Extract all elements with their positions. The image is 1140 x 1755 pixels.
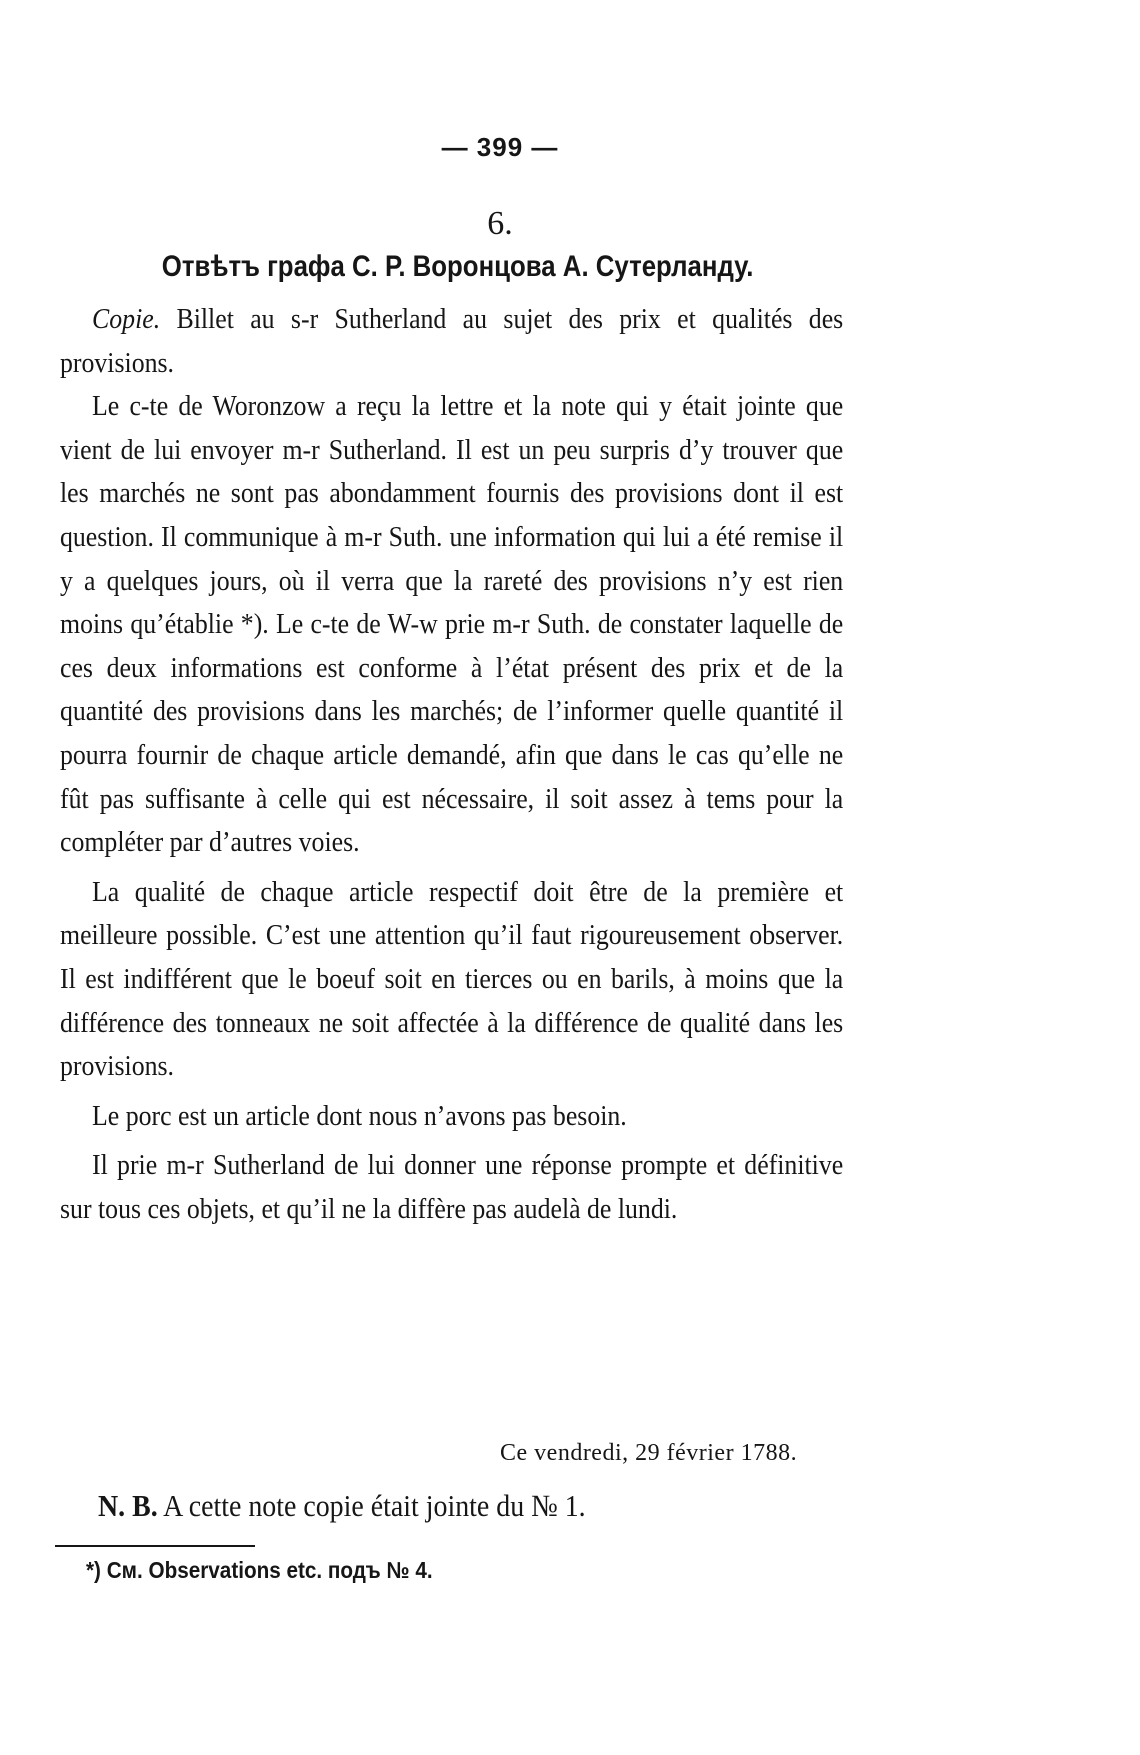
copie-text: Billet au s-r Sutherland au sujet des prix et qualités des provisions. bbox=[60, 303, 844, 379]
nota-bene-text: A cette note copie était jointe du № 1. bbox=[157, 1488, 586, 1523]
nota-bene bbox=[98, 1488, 586, 1524]
copie-paragraph bbox=[60, 298, 843, 385]
copie-label: Copie. bbox=[92, 303, 161, 335]
document-number: 6. bbox=[487, 205, 513, 242]
page-number: — 399 — bbox=[441, 132, 559, 162]
body-paragraph: Il prie m-r Sutherland de lui donner une réponse prompte et définitive sur tous ces objets, et qu’il ne la diffère pas audelà de lundi. bbox=[60, 1149, 844, 1225]
footnote: *) См. Observations etc. подъ № 4. bbox=[86, 1557, 433, 1583]
document-title: Отвѣтъ графа С. Р. Воронцова А. Сутерланду. bbox=[161, 250, 754, 283]
date-signature: Ce vendredi, 29 février 1788. bbox=[500, 1440, 798, 1466]
letter-body bbox=[60, 298, 843, 1231]
body-paragraph: Le porc est un article dont nous n’avons pas besoin. bbox=[92, 1099, 627, 1132]
body-paragraph: Le c-te de Woronzow a reçu la lettre et la note qui y était jointe que vient de lui envoyer m-r Sutherland. Il est un peu surpris d’y trouver que les marchés ne sont pas abondamment fournis des provisions dont il est question. Il communique à m-r Suth. une information qui lui a été remise il y a quelques jours, où il verra que la rareté des provisions n’y est rien moins qu’établie *). Le c-te de W-w prie m-r Suth. de constater laquelle de ces deux informations est conforme à l’état présent des prix et de la quantité des provisions dans les marchés; de l’informer quelle quantité il pourra fournir de chaque article demandé, afin que dans le cas qu’elle ne fût pas suffisante à celle qui est nécessaire, il soit assez à tems pour la compléter par d’autres voies. bbox=[60, 390, 844, 859]
body-paragraph: La qualité de chaque article respectif doit être de la première et meilleure possible. C’est une attention qu’il faut rigoureusement observer. Il est indifférent que le boeuf soit en tierces ou en barils, à moins que la différence des tonneaux ne soit affectée à la différence de qualité dans les provisions. bbox=[60, 875, 844, 1083]
nota-bene-label: N. B. bbox=[98, 1488, 158, 1523]
footnote-divider bbox=[55, 1545, 255, 1547]
